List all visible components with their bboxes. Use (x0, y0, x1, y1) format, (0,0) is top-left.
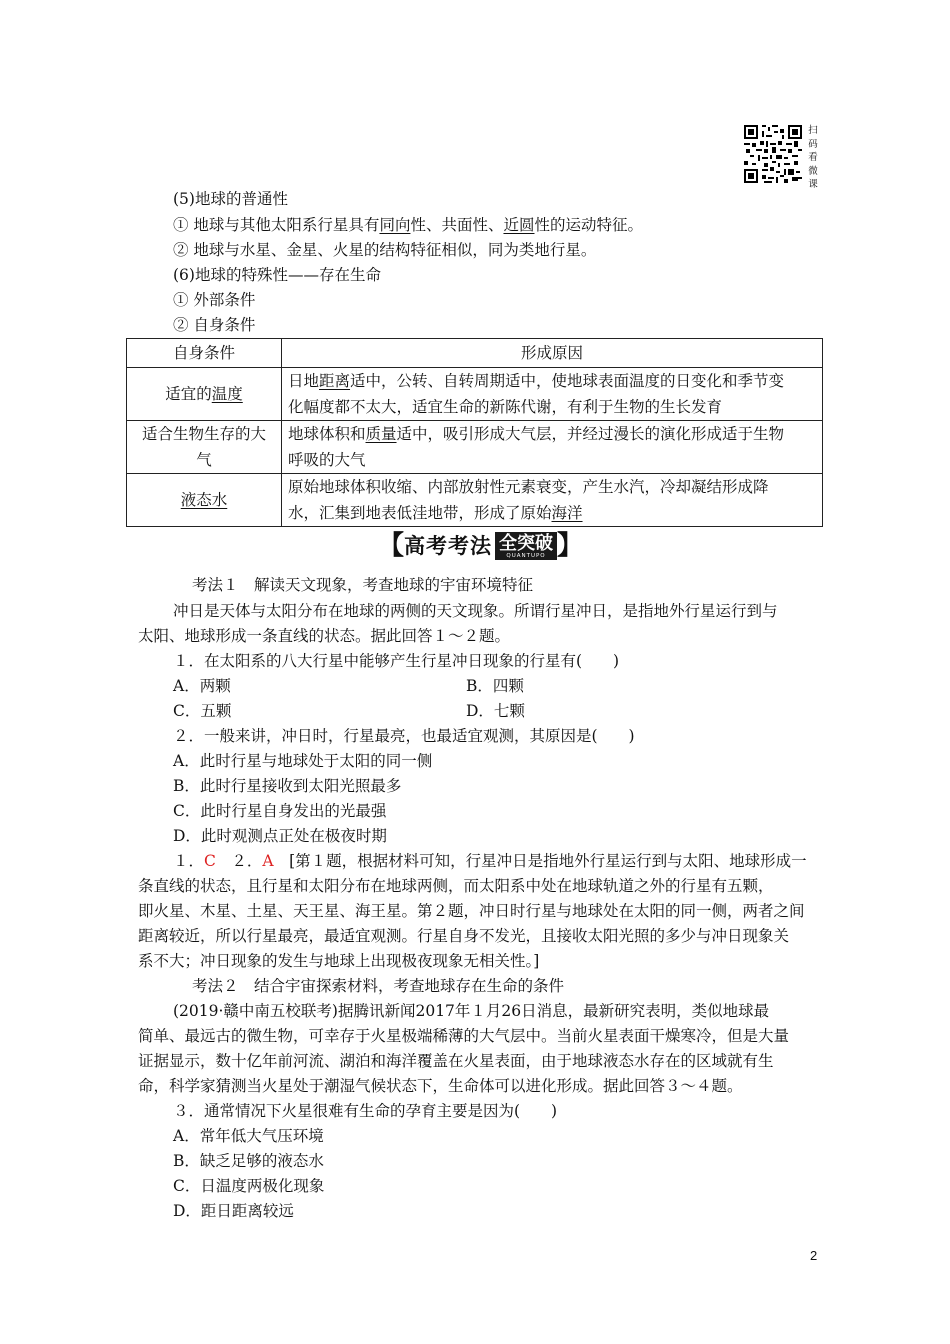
q1-option-d: D．七颗 (466, 702, 525, 720)
qr-caption-char: 扫 (808, 125, 818, 136)
answer-choice: A (262, 852, 274, 870)
q2-option-a: A．此时行星与地球处于太阳的同一侧 (173, 752, 433, 770)
answer-line (173, 851, 807, 871)
answer-line: 距离较近，所以行星最亮，最适宜观测。行星自身不发光，且接收太阳光照的多少与冲日现象关 (138, 927, 790, 945)
table-row (127, 474, 823, 527)
text: 地球体积和 (288, 425, 366, 443)
underlined-term: 质量 (365, 425, 397, 443)
q2-option-b: B．此时行星接收到太阳光照最多 (173, 777, 402, 795)
table-header-cell: 形成原因 (282, 339, 823, 368)
banner-bracket-left: 【 (378, 531, 405, 561)
question-3: ３．通常情况下火星很难有生命的孕育主要是因为( ) (173, 1102, 558, 1120)
q3-option-b: B．缺乏足够的液态水 (173, 1152, 324, 1170)
answer-choice: C (204, 852, 216, 870)
method2-intro-line: 命，科学家猜测当火星处于潮湿气候状态下，生命体可以进化形成。据此回答３～４题。 (138, 1077, 743, 1095)
qr-caption-char: 码 (808, 138, 818, 150)
text: [第１题，根据材料可知，行星冲日是指地外行星运行到与太阳、地球形成一 (273, 852, 807, 870)
banner-badge-subtext: QUANTUPO (506, 552, 546, 559)
question-1: １．在太阳系的八大行星中能够产生行星冲日现象的行星有( ) (173, 652, 620, 670)
q3-option-d: D．距日距离较远 (173, 1202, 294, 1220)
text: １． (173, 852, 205, 870)
qr-code-icon (744, 125, 802, 183)
underlined-term: 同向 (379, 216, 411, 234)
table-cell (127, 368, 282, 421)
q1-option-c: C．五颗 (173, 702, 232, 720)
underlined-term: 近圆 (503, 216, 535, 234)
cell-line: 化幅度都不太大，适宜生命的新陈代谢，有利于生物的生长发育 (288, 398, 723, 416)
page-number: 2 (810, 1248, 818, 1263)
cell-line: 适合生物生存的大 (141, 425, 266, 443)
section5-heading: (5)地球的普通性 (173, 190, 288, 208)
section6-point2: ② 自身条件 (173, 316, 256, 334)
qr-caption-char: 课 (808, 179, 818, 190)
method2-intro-line: 证据显示，数十亿年前河流、湖泊和海洋覆盖在火星表面，由于地球液态水存在的区域就有生 (138, 1052, 774, 1070)
cell-line: 原始地球体积收缩、内部放射性元素衰变，产生水汽，冷却凝结形成降 (288, 478, 769, 496)
table-cell (127, 474, 282, 527)
table-header-row (127, 339, 823, 368)
method2-title: 考法２ 结合宇宙探索材料，考查地球存在生命的条件 (192, 977, 565, 995)
text: 日地 (288, 372, 320, 390)
text: 性、共面性、 (410, 216, 504, 234)
text: ① 地球与其他太阳系行星具有 (173, 216, 380, 234)
table-row (127, 368, 823, 421)
table-cell (282, 368, 823, 421)
cell-line (288, 368, 816, 394)
cell-line: 呼吸的大气 (288, 451, 366, 469)
section5-point2: ② 地球与水星、金星、火星的结构特征相似，同为类地行星。 (173, 241, 597, 259)
conditions-table (126, 338, 823, 527)
cell-line: 气 (196, 451, 212, 469)
underlined-term: 液态水 (180, 491, 228, 509)
section6-point1: ① 外部条件 (173, 291, 256, 309)
banner-title: 高考考法 (404, 534, 493, 558)
table-header-cell: 自身条件 (127, 339, 282, 368)
qr-caption-char: 微 (808, 165, 818, 177)
q1-option-a: A．两颗 (173, 677, 231, 695)
text: 适宜的 (165, 385, 212, 403)
method2-intro-line: (2019·赣中南五校联考)据腾讯新闻2017年１月26日消息，最新研究表明，类似地球最 (173, 1002, 770, 1020)
text: 水，汇集到地表低洼地带，形成了原始 (288, 504, 552, 522)
table-cell (282, 421, 823, 474)
text: ２． (215, 852, 263, 870)
method1-title: 考法１ 解读天文现象，考查地球的宇宙环境特征 (192, 576, 534, 594)
cell-line (288, 500, 816, 526)
answer-line: 系不大；冲日现象的发生与地球上出现极夜现象无相关性。] (138, 952, 540, 970)
section5-point1 (173, 215, 643, 235)
section6-heading: (6)地球的特殊性——存在生命 (173, 266, 381, 284)
answer-line: 条直线的状态，且行星和太阳分布在地球两侧，而太阳系中处在地球轨道之外的行星有五颗， (138, 877, 774, 895)
underlined-term: 距离 (319, 372, 351, 390)
method2-intro-line: 简单、最远古的微生物，可幸存于火星极端稀薄的大气层中。当前火星表面干燥寒冷，但是大量 (138, 1027, 790, 1045)
banner-badge (495, 532, 557, 560)
method1-intro-line: 冲日是天体与太阳分布在地球的两侧的天文现象。所谓行星冲日，是指地外行星运行到与 (173, 602, 778, 620)
q2-option-d: D．此时观测点正处在极夜时期 (173, 827, 387, 845)
text: 适中，公转、自转周期适中，使地球表面温度的日变化和季节变 (350, 372, 785, 390)
banner-bracket-right: 】 (557, 531, 584, 561)
table-row (127, 421, 823, 474)
text: 性的运动特征。 (534, 216, 643, 234)
q2-option-c: C．此时行星自身发出的光最强 (173, 802, 387, 820)
table-cell (282, 474, 823, 527)
answer-line: 即火星、木星、土星、天王星、海王星。第２题，冲日时行星与地球处在太阳的同一侧，两者之间 (138, 902, 805, 920)
qr-caption (806, 124, 820, 192)
table-cell (127, 421, 282, 474)
q1-option-b: B．四颗 (466, 677, 524, 695)
qr-caption-char: 看 (808, 152, 818, 163)
underlined-term: 海洋 (551, 504, 583, 522)
underlined-term: 温度 (211, 385, 243, 403)
method1-intro-line: 太阳、地球形成一条直线的状态。据此回答１～２题。 (138, 627, 511, 645)
banner-badge-text: 全突破 (499, 532, 554, 554)
cell-line (288, 421, 816, 447)
question-2: ２．一般来讲，冲日时，行星最亮，也最适宜观测，其原因是( ) (173, 727, 635, 745)
q3-option-a: A．常年低大气压环境 (173, 1127, 324, 1145)
section-banner (378, 531, 583, 561)
text: 适中，吸引形成大气层，并经过漫长的演化形成适于生物 (396, 425, 785, 443)
q3-option-c: C．日温度两极化现象 (173, 1177, 325, 1195)
